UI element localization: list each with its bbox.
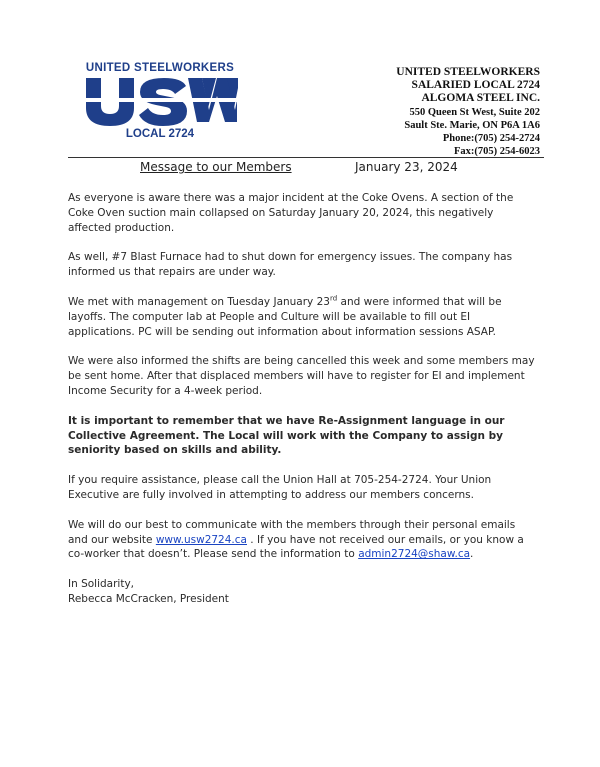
address-street: 550 Queen St West, Suite 202 xyxy=(409,106,540,118)
subject-title: Message to our Members xyxy=(140,160,292,174)
address-org: UNITED STEELWORKERS xyxy=(396,66,540,78)
letter-date: January 23, 2024 xyxy=(355,160,458,174)
address-local: SALARIED LOCAL 2724 xyxy=(411,79,540,92)
email-link[interactable]: admin2724@shaw.ca xyxy=(358,548,471,561)
letterhead-address xyxy=(396,66,540,158)
paragraph-shifts: We were also informed the shifts are being cancelled this week and some members may be sent home. After that displaced members will have to register for EI and implement Income Security for a 4-week period. xyxy=(68,355,535,397)
address-city: Sault Ste. Marie, ON P6A 1A6 xyxy=(404,119,540,131)
paragraph-incident: As everyone is aware there was a major incident at the Coke Ovens. A section of the Coke Oven suction main collapsed on Saturday January 20, 2024, this negatively affected production. xyxy=(68,192,514,234)
address-phone: Phone:(705) 254-2724 xyxy=(442,133,540,145)
closing: In Solidarity, xyxy=(68,578,135,591)
header-divider xyxy=(68,157,544,158)
paragraph-reassignment: It is important to remember that we have Re-Assignment language in our Collective Agreement. The Local will work with the Company to assign by seniority based on skills and ability. xyxy=(68,414,505,457)
signature: Rebecca McCracken, President xyxy=(68,592,229,605)
address-fax: Fax:(705) 254-6023 xyxy=(453,146,540,158)
address-company: ALGOMA STEEL INC. xyxy=(421,92,540,105)
usw-letters-graphic xyxy=(82,76,238,128)
logo-bottom-text: LOCAL 2724 xyxy=(125,128,195,140)
paragraph-blast-furnace: As well, #7 Blast Furnace had to shut down for emergency issues. The company has informed us that repairs are under way. xyxy=(68,251,513,279)
letter-body xyxy=(68,191,538,607)
usw-logo xyxy=(80,62,240,144)
logo-top-text: UNITED STEELWORKERS xyxy=(85,62,235,74)
paragraph-layoffs: We met with management on Tuesday January 23rd and were informed that will be layoffs. The computer lab at People and Culture will be available to fill out EI applications. PC will be sending out information about information sessions ASAP. xyxy=(68,294,502,338)
website-link[interactable]: www.usw2724.ca xyxy=(155,533,247,546)
paragraph-assistance: If you require assistance, please call the Union Hall at 705-254-2724. Your Union Executive are fully involved in attempting to address our members concerns. xyxy=(68,474,492,501)
paragraph-communication: We will do our best to communicate with the members through their personal emails and our website www.usw2724.ca . If you have not received our emails, or you know a co-worker that doesn’t. Please send the information to admin2724@shaw.ca. xyxy=(68,518,524,561)
subject-line xyxy=(136,160,296,174)
